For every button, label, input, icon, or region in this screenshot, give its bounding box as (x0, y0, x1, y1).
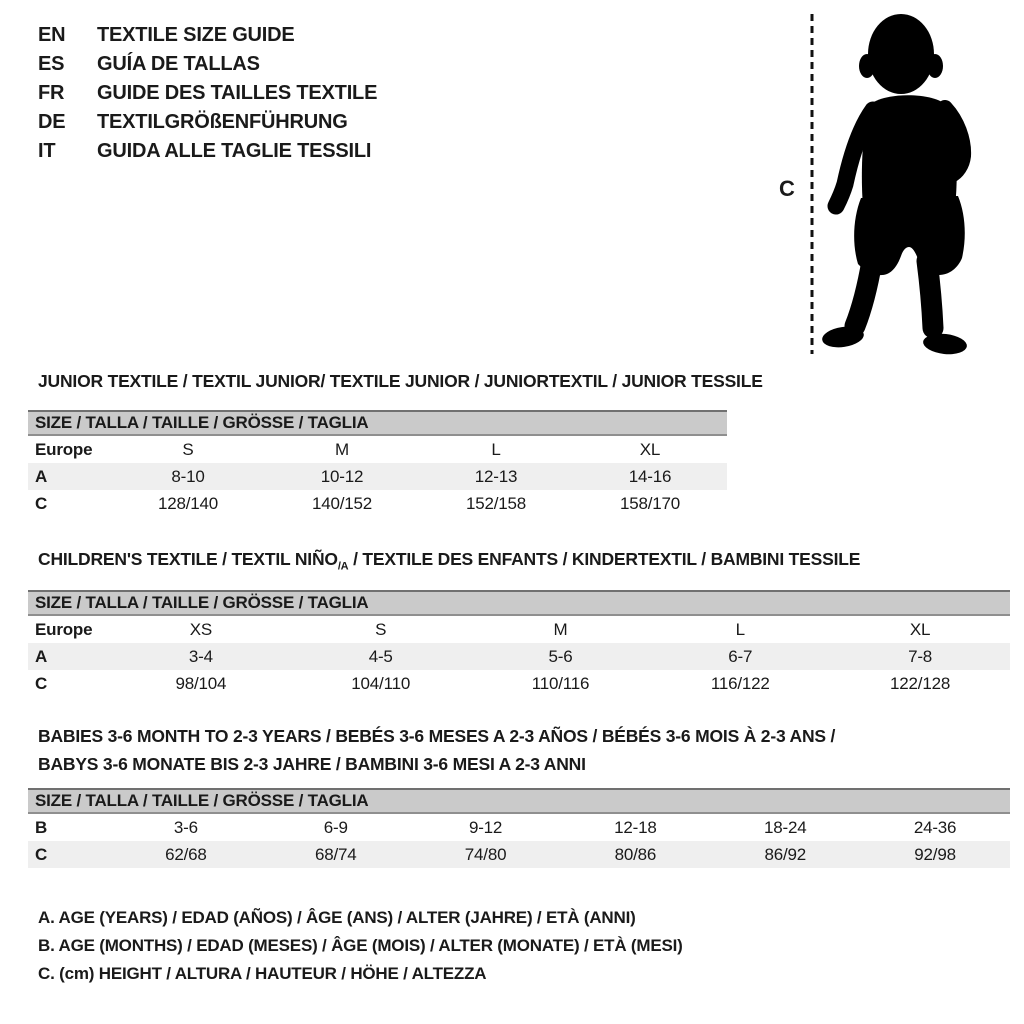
size-header-bar: SIZE / TALLA / TAILLE / GRÖSSE / TAGLIA (28, 590, 1010, 616)
row-label: C (35, 494, 48, 513)
table-cell: 116/122 (710, 674, 770, 693)
lang-code: DE (38, 111, 66, 133)
lang-row-es (38, 50, 377, 79)
lang-title: TEXTILE SIZE GUIDE (97, 24, 295, 46)
lang-code: FR (38, 82, 65, 104)
table-cell: 5-6 (548, 647, 573, 666)
table-cell: 68/74 (314, 845, 357, 864)
lang-title: GUÍA DE TALLAS (97, 53, 260, 75)
table-cell: 6-9 (323, 818, 348, 837)
height-measure-label: C (779, 176, 795, 201)
table-row (28, 643, 1010, 670)
table-cell: 92/98 (914, 845, 956, 864)
table-cell: 3-6 (173, 818, 198, 837)
lang-row-de (38, 108, 377, 137)
table-row (28, 670, 1010, 697)
table-row (28, 841, 1010, 868)
size-header-bar: SIZE / TALLA / TAILLE / GRÖSSE / TAGLIA (28, 788, 1010, 814)
table-cell: 8-10 (171, 467, 205, 486)
row-label: C (35, 845, 48, 864)
table-cell: S (375, 620, 387, 639)
table-cell: 18-24 (763, 818, 807, 837)
table-cell: 98/104 (175, 674, 227, 693)
row-label: Europe (35, 620, 93, 639)
table-cell: 3-4 (188, 647, 213, 666)
children-size-table (28, 590, 1010, 697)
table-cell: 80/86 (614, 845, 657, 864)
children-table-body (28, 616, 1010, 697)
row-label: Europe (35, 440, 93, 459)
row-label: A (35, 467, 48, 486)
table-cell: 14-16 (628, 467, 672, 486)
lang-title: TEXTILGRÖßENFÜHRUNG (97, 111, 348, 133)
table-cell: 62/68 (165, 845, 207, 864)
lang-row-en (38, 21, 377, 50)
table-cell: M (335, 440, 349, 459)
table-row (28, 490, 727, 517)
junior-section-heading: JUNIOR TEXTILE / TEXTIL JUNIOR/ TEXTILE JUNIOR / JUNIORTEXTIL / JUNIOR TESSILE (38, 371, 763, 391)
children-section-heading (38, 549, 860, 573)
table-cell: XL (639, 440, 661, 459)
table-row (28, 463, 727, 490)
table-cell: 110/116 (531, 674, 590, 693)
table-cell: 7-8 (908, 647, 933, 666)
table-row (28, 814, 1010, 841)
table-cell: S (182, 440, 194, 459)
lang-code: EN (38, 24, 66, 46)
babies-heading-line2: BABYS 3-6 MONATE BIS 2-3 JAHRE / BAMBINI 3-6 MESI A 2-3 ANNI (38, 754, 586, 774)
size-header-bar: SIZE / TALLA / TAILLE / GRÖSSE / TAGLIA (28, 410, 727, 436)
legend-line-b: B. AGE (MONTHS) / EDAD (MESES) / ÂGE (MOIS) / ALTER (MONATE) / ETÀ (MESI) (38, 936, 683, 955)
legend-line-a: A. AGE (YEARS) / EDAD (AÑOS) / ÂGE (ANS) / ALTER (JAHRE) / ETÀ (ANNI) (38, 908, 636, 927)
lang-row-fr (38, 79, 377, 108)
table-cell: 158/170 (619, 494, 681, 513)
children-heading-post: / TEXTILE DES ENFANTS / KINDERTEXTIL / BAMBINI TESSILE (348, 549, 861, 569)
table-cell: 122/128 (890, 674, 951, 693)
lang-title: GUIDE DES TAILLES TEXTILE (97, 82, 378, 104)
table-cell: 12-18 (614, 818, 657, 837)
table-cell: L (491, 440, 501, 459)
table-row (28, 436, 727, 463)
table-cell: 74/80 (464, 845, 507, 864)
table-cell: XL (909, 620, 931, 639)
table-cell: 24-36 (913, 818, 957, 837)
babies-size-table (28, 788, 1010, 868)
table-cell: L (735, 620, 745, 639)
row-label: A (35, 647, 48, 666)
table-cell: XS (189, 620, 213, 639)
table-cell: M (553, 620, 568, 639)
table-cell: 9-12 (468, 818, 503, 837)
table-cell: 152/158 (465, 494, 527, 513)
table-cell: 128/140 (157, 494, 219, 513)
table-cell: 12-13 (474, 467, 518, 486)
table-cell: 104/110 (351, 674, 411, 693)
babies-table-body (28, 814, 1010, 868)
children-heading-sub: /A (337, 560, 349, 573)
lang-code: IT (38, 140, 56, 162)
row-label: C (35, 674, 48, 693)
legend (38, 904, 683, 988)
lang-title: GUIDA ALLE TAGLIE TESSILI (97, 140, 372, 162)
table-cell: 140/152 (311, 494, 373, 513)
row-label: B (35, 818, 48, 837)
babies-section-heading (38, 722, 835, 778)
junior-size-table (28, 410, 727, 517)
babies-heading-line1: BABIES 3-6 MONTH TO 2-3 YEARS / BEBÉS 3-6 MESES A 2-3 AÑOS / BÉBÉS 3-6 MOIS À 2-3 ANS / (38, 726, 836, 746)
height-measure-figure (775, 6, 1020, 361)
language-title-list (38, 21, 377, 166)
table-cell: 6-7 (728, 647, 753, 666)
junior-table-body (28, 436, 727, 517)
table-row (28, 616, 1010, 643)
table-cell: 10-12 (320, 467, 364, 486)
legend-line-c: C. (cm) HEIGHT / ALTURA / HAUTEUR / HÖHE / ALTEZZA (38, 964, 487, 983)
table-cell: 4-5 (368, 647, 393, 666)
children-heading-pre: CHILDREN'S TEXTILE / TEXTIL NIÑO (38, 549, 338, 569)
lang-code: ES (38, 53, 65, 75)
table-cell: 86/92 (764, 845, 806, 864)
toddler-silhouette-icon (775, 6, 1020, 361)
lang-row-it (38, 137, 377, 166)
